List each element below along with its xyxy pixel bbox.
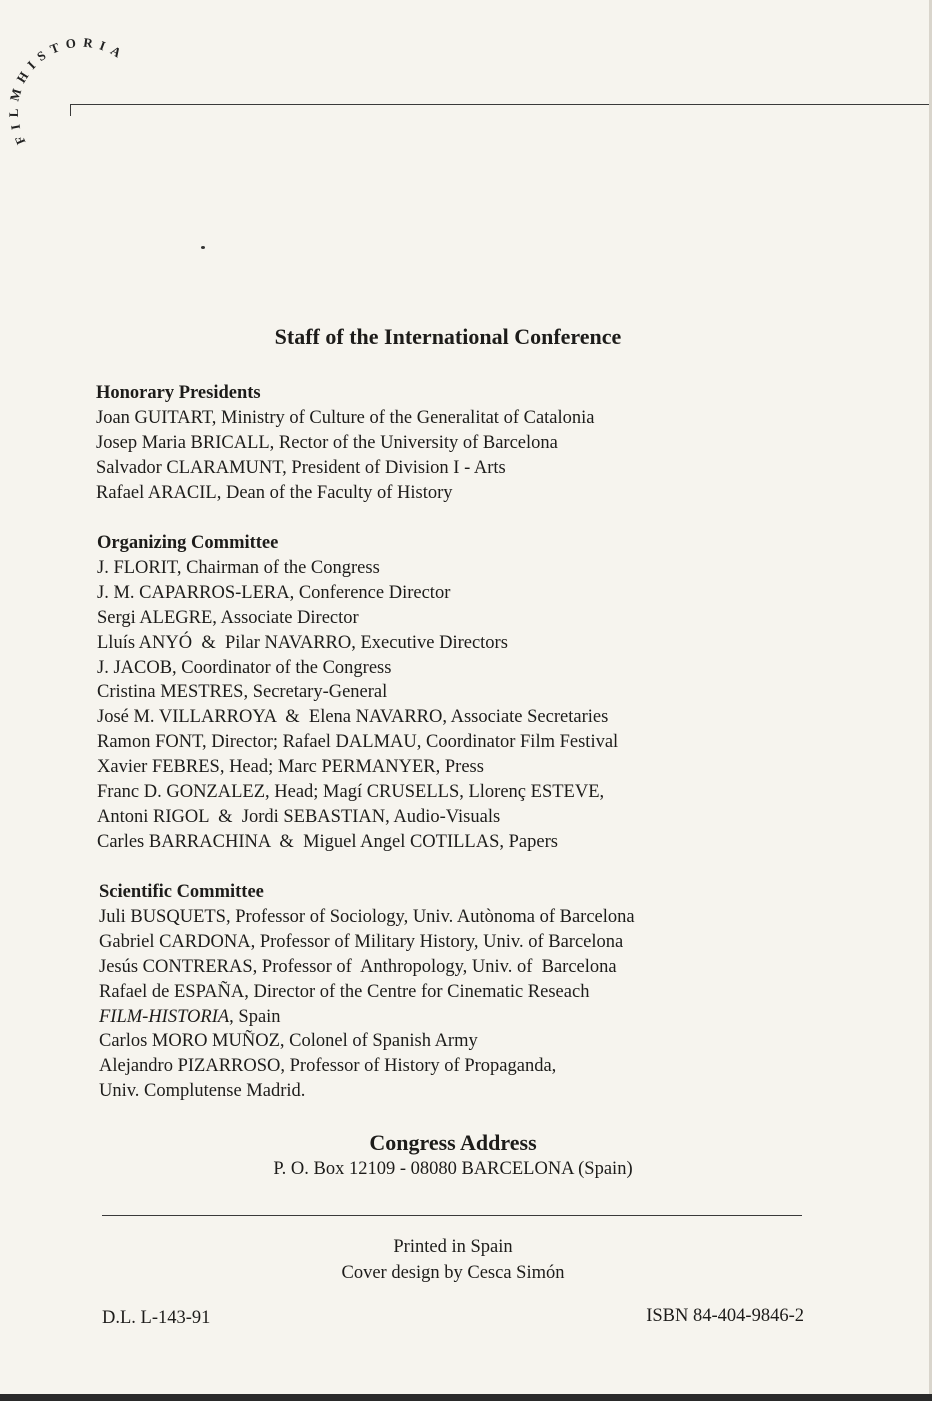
congress-address-title: Congress Address xyxy=(369,1130,537,1155)
legal-deposit: D.L. L-143-91 xyxy=(102,1308,211,1328)
staff-line: Cristina MESTRES, Secretary-General xyxy=(97,682,388,703)
staff-line: Joan GUITART, Ministry of Culture of the Generalitat of Catalonia xyxy=(96,408,595,428)
staff-line: Lluís ANYÓ & Pilar NAVARRO, Executive Directors xyxy=(97,632,508,653)
staff-line: Ramon FONT, Director; Rafael DALMAU, Coordinator Film Festival xyxy=(97,732,619,753)
staff-line: J. FLORIT, Chairman of the Congress xyxy=(97,558,380,578)
film-historia-suffix: , Spain xyxy=(229,1006,281,1027)
staff-line: Salvador CLARAMUNT, President of Division I - Arts xyxy=(96,457,506,478)
staff-line: José M. VILLARROYA & Elena NAVARRO, Associate Secretaries xyxy=(97,707,609,728)
staff-line: Gabriel CARDONA, Professor of Military History, Univ. of Barcelona xyxy=(99,931,624,952)
staff-line: Alejandro PIZARROSO, Professor of History of Propaganda, xyxy=(99,1056,557,1077)
staff-line: Rafael ARACIL, Dean of the Faculty of History xyxy=(96,482,453,503)
staff-line: J. JACOB, Coordinator of the Congress xyxy=(97,657,392,678)
staff-line: Carles BARRACHINA & Miguel Angel COTILLAS, Papers xyxy=(97,831,558,852)
scientific-committee-section xyxy=(99,880,739,1104)
film-historia-italic: FILM-HISTORIA xyxy=(99,1006,230,1027)
congress-address-line: P. O. Box 12109 - 08080 BARCELONA (Spain) xyxy=(273,1159,633,1179)
section-heading: Scientific Committee xyxy=(99,882,264,902)
staff-line: Franc D. GONZALEZ, Head; Magí CRUSELLS, Llorenç ESTEVE, xyxy=(97,782,605,803)
top-rule xyxy=(70,104,932,105)
staff-line-film-historia xyxy=(99,1005,739,1030)
staff-line: Univ. Complutense Madrid. xyxy=(99,1081,306,1102)
organizing-committee-section xyxy=(97,531,737,855)
ink-speck xyxy=(201,246,205,249)
section-heading: Honorary Presidents xyxy=(96,383,261,403)
staff-line: J. M. CAPARROS-LERA, Conference Director xyxy=(97,582,451,603)
bottom-rule xyxy=(102,1215,802,1216)
staff-line: Rafael de ESPAÑA, Director of the Centre for Cinematic Reseach xyxy=(99,981,590,1002)
filmhistoria-logo xyxy=(0,0,150,150)
section-heading: Organizing Committee xyxy=(97,533,279,553)
page-bottom-edge xyxy=(0,1394,932,1401)
staff-line: Juli BUSQUETS, Professor of Sociology, Univ. Autònoma of Barcelona xyxy=(99,907,635,927)
printed-in-line: Printed in Spain xyxy=(393,1237,513,1257)
staff-line: Sergi ALEGRE, Associate Director xyxy=(97,607,359,628)
cover-design-line: Cover design by Cesca Simón xyxy=(341,1263,565,1283)
page-title: Staff of the International Conference xyxy=(274,324,622,349)
staff-line: Antoni RIGOL & Jordi SEBASTIAN, Audio-Visuals xyxy=(97,806,501,827)
imprint-block xyxy=(0,1234,906,1286)
top-rule-tick xyxy=(70,104,71,116)
logo-text: FILMHISTORIA xyxy=(5,34,130,147)
staff-line: Carlos MORO MUÑOZ, Colonel of Spanish Army xyxy=(99,1031,478,1052)
staff-line: Jesús CONTRERAS, Professor of Anthropology, Univ. of Barcelona xyxy=(99,956,617,977)
honorary-presidents-section xyxy=(96,381,736,506)
isbn: ISBN 84-404-9846-2 xyxy=(646,1306,804,1326)
staff-line: Xavier FEBRES, Head; Marc PERMANYER, Press xyxy=(97,757,484,778)
staff-line: Josep Maria BRICALL, Rector of the University of Barcelona xyxy=(96,432,558,453)
